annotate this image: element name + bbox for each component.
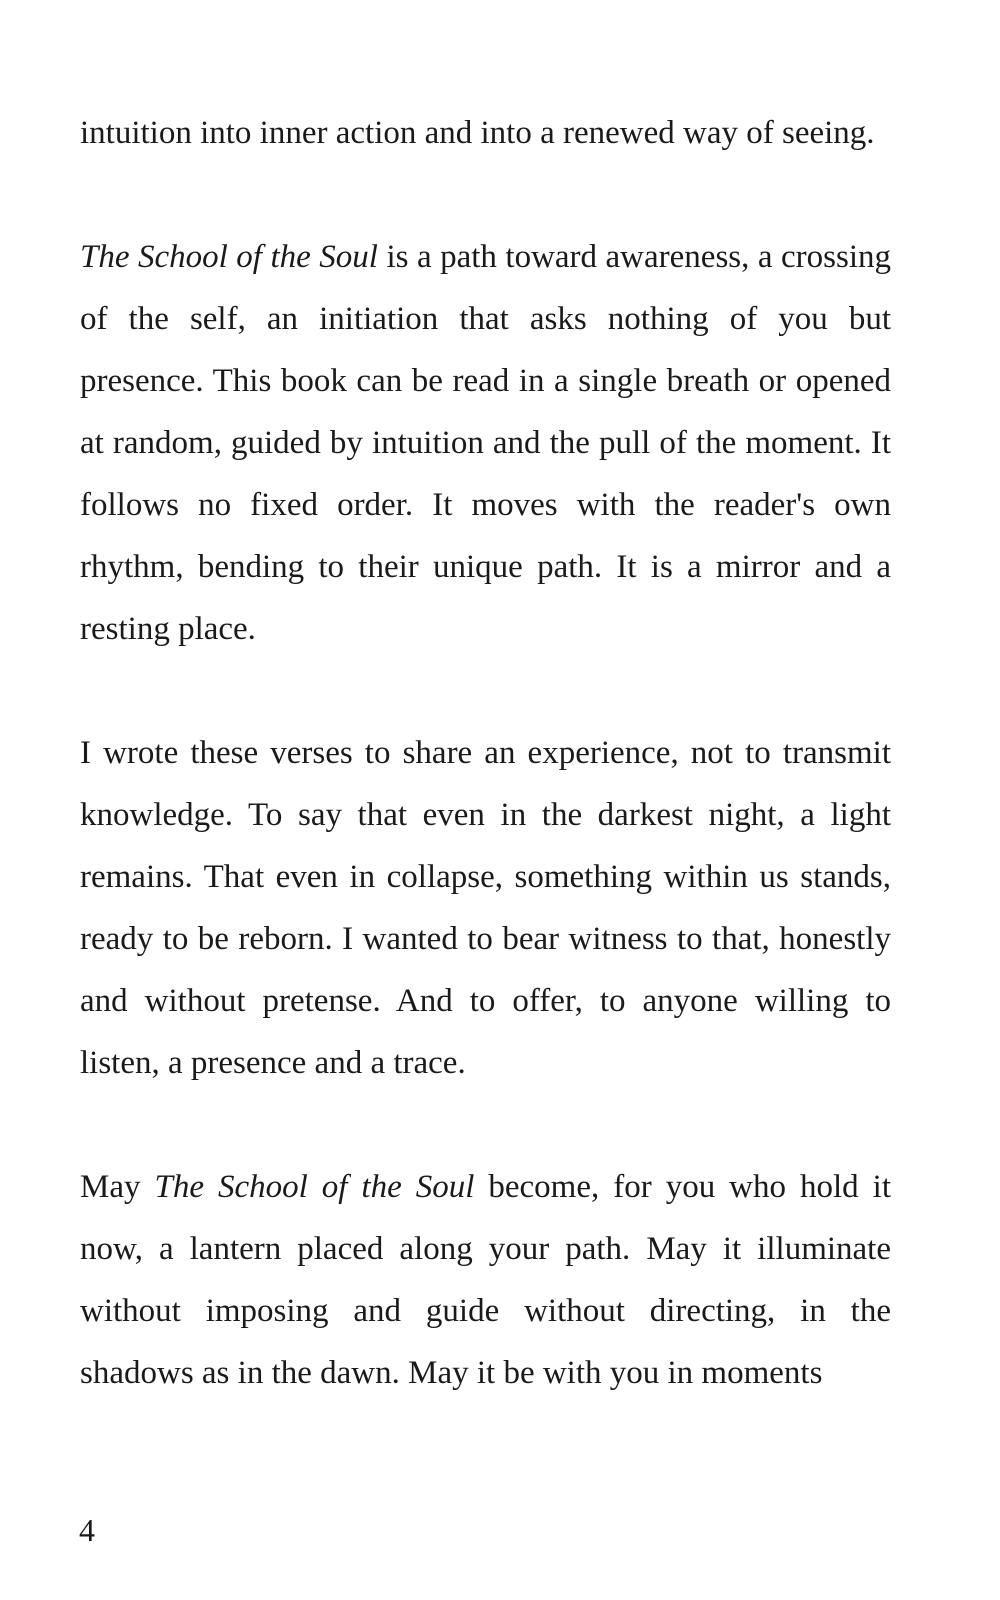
paragraph-author-intent — [80, 722, 891, 1094]
book-title: The School of the Soul — [80, 239, 378, 275]
paragraph-book-intro — [80, 226, 891, 660]
paragraph-text: is a path toward awareness, a crossing of the self, an initiation that asks nothing of you but presence. This book can be read in a single breath or opened at random, guided by intuition and the pull of the moment. It follows no fixed order. It moves with the reader's own rhythm, bending to their unique path. It is a mirror and a resting place. — [80, 239, 892, 647]
book-title: The School of the Soul — [154, 1169, 475, 1205]
page-body — [80, 102, 891, 1404]
paragraph-dedication — [80, 1156, 891, 1404]
paragraph-text: May — [80, 1169, 155, 1205]
paragraph-text: I wrote these verses to share an experience, not to transmit knowledge. To say that even in the darkest night, a light remains. That even in collapse, something within us stands, ready to be reborn. I wanted to bear witness to that, honestly and without pretense. And to offer, to anyone willing to listen, a presence and a trace. — [80, 735, 891, 1081]
paragraph-text: intuition into inner action and into a renewed way of seeing. — [80, 115, 875, 151]
page-number: 4 — [79, 1512, 95, 1548]
paragraph-continuation — [80, 102, 891, 164]
paragraph-text: become, for you who hold it now, a lantern placed along your path. May it illuminate without imposing and guide without directing, in the shadows as in the dawn. May it be with you in moments — [80, 1169, 891, 1391]
